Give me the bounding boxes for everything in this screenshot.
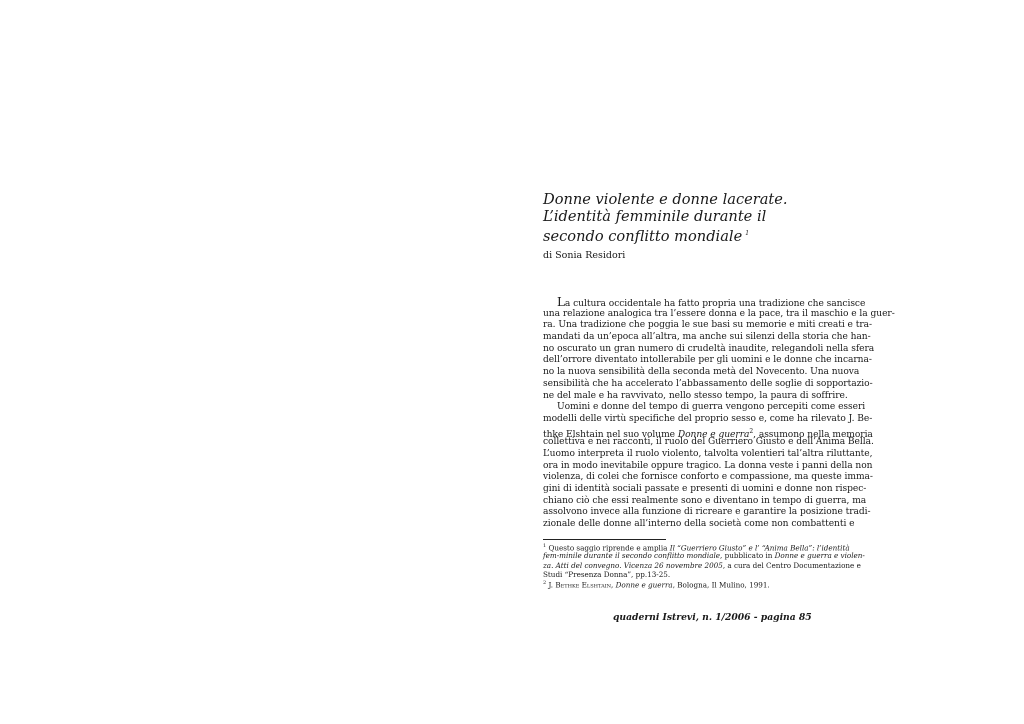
- paragraph-line: ra. Una tradizione che poggia le sue basi su memorie e miti creati e tra-: [543, 320, 873, 331]
- footnote-line: fem-minile durante il secondo conflitto mondiale, pubblicato in Donne e guerra e violen-: [543, 551, 865, 561]
- article-body: [543, 295, 895, 531]
- paragraph-line: sensibilità che ha accelerato l’abbassamento delle soglie di sopportazio-: [543, 378, 873, 389]
- footnote-line: $^1$ Questo saggio riprende e amplia Il “Guerriero Giusto” e l’ “Anima Bella”: l’identità: [543, 543, 850, 553]
- title-line: secondo conflitto mondiale $^1$: [543, 227, 750, 245]
- footnote-ref: 1: [745, 230, 750, 237]
- paragraph-line: collettiva e nei racconti, il ruolo del Guerriero Giusto e dell’Anima Bella.: [543, 437, 874, 448]
- footnote-line: Studi “Presenza Donna”, pp.13-25.: [543, 569, 671, 579]
- paragraph-line: L’uomo interpreta il ruolo violento, talvolta volentieri tal’altra riluttante,: [543, 448, 873, 459]
- paragraph-line: chiano ciò che essi realmente sono e diventano in tempo di guerra, ma: [543, 495, 867, 506]
- paragraph-line: ne del male e ha ravvivato, nello stesso tempo, la paura di soffrire.: [543, 390, 848, 401]
- paragraph-line: una relazione analogica tra l’essere donna e la pace, tra il maschio e la guer-: [543, 308, 895, 319]
- title-line: Donne violente e donne lacerate.: [543, 191, 788, 208]
- paragraph-line: thke Elshtain nel suo volume Donne e guerra$^2$, assumono nella memoria: [543, 427, 873, 440]
- paragraph-line: zionale delle donne all’interno della società come non combattenti e: [543, 519, 855, 530]
- paragraph-line: violenza, di colei che fornisce conforto e compassione, ma queste imma-: [543, 472, 873, 483]
- paragraph-line: no la nuova sensibilità della seconda metà del Novecento. Una nuova: [543, 367, 860, 378]
- paragraph-line: modelli delle virtù specifiche del proprio sesso e, come ha rilevato J. Be-: [543, 413, 873, 424]
- paragraph-line: gini di identità sociali passate e presenti di uomini e donne non rispec-: [543, 484, 867, 494]
- paragraph-line: mandati da un’epoca all’altra, ma anche sui silenzi della storia che han-: [543, 332, 871, 343]
- paragraph-line: dell’orrore diventato intollerabile per gli uomini e le donne che incarna-: [543, 355, 872, 366]
- drop-cap: L: [557, 295, 565, 309]
- paragraph-line: La cultura occidentale ha fatto propria una tradizione che sancisce: [557, 295, 866, 309]
- paragraph-line: assolvono invece alla funzione di ricreare e garantire la posizione tradi-: [543, 507, 871, 518]
- footnote-ref: 2: [749, 427, 754, 435]
- footnotes: [543, 542, 865, 590]
- title-line: L’identità femminile durante il: [543, 208, 767, 225]
- article-title: [543, 191, 863, 245]
- paragraph-line: ora in modo inevitabile oppure tragico. La donna veste i panni della non: [543, 460, 873, 471]
- paragraph-line: Uomini e donne del tempo di guerra vengono percepiti come esseri: [557, 402, 866, 413]
- footnote-line: za. Atti del convegno. Vicenza 26 novembre 2005, a cura del Centro Documentazione e: [543, 560, 861, 570]
- footnote-line: $^2$ J. Bethke Elshtain, Donne e guerra, Bologna, Il Mulino, 1991.: [543, 580, 770, 590]
- footnote-separator: [543, 539, 666, 540]
- paragraph-line: no oscurato un gran numero di crudeltà inaudite, relegandoli nella sfera: [543, 343, 875, 354]
- article-author: di Sonia Residori: [543, 250, 626, 261]
- page-footer: quaderni Istrevi, n. 1/2006 - pagina 85: [613, 612, 812, 623]
